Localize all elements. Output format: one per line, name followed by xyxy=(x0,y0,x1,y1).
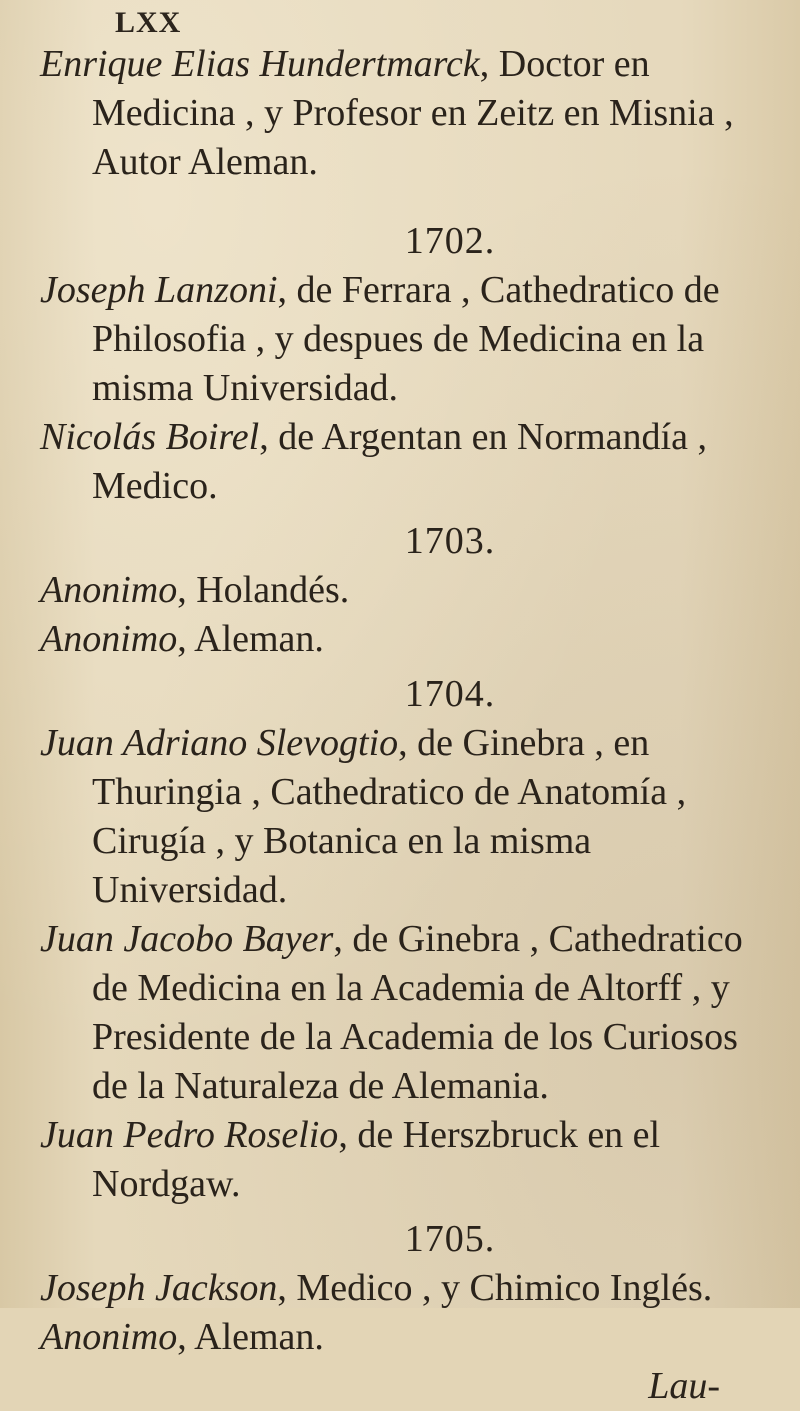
entry xyxy=(40,40,770,187)
year-heading: 1705. xyxy=(404,1218,496,1260)
entry-name: Anonimo xyxy=(40,618,178,660)
year-heading: 1703. xyxy=(404,520,496,562)
entry-text: , de Ginebra , Cathedratico de Medicina en la Academia de Altorff , y Presidente de la Academia de los Curiosos de la Naturaleza de Alemania. xyxy=(92,918,743,1107)
entry xyxy=(40,1264,770,1313)
entry xyxy=(40,915,770,1111)
page-content xyxy=(40,40,770,1411)
entry xyxy=(40,1313,770,1362)
entry xyxy=(40,413,770,511)
entry xyxy=(40,266,770,413)
entry-name: Juan Jacobo Bayer xyxy=(40,918,334,960)
entry-text: , de Ginebra , en Thuringia , Cathedratico de Anatomía , Cirugía , y Botanica en la misma Universidad. xyxy=(92,722,687,911)
entry-name: Joseph Lanzoni xyxy=(40,269,278,311)
entry-text: , de Argentan en Normandía , Medico. xyxy=(92,416,707,507)
entry xyxy=(40,1111,770,1209)
entry-text: , de Herszbruck en el Nordgaw. xyxy=(92,1114,661,1205)
entry-text: , Aleman. xyxy=(177,618,324,660)
entry xyxy=(40,566,770,615)
entry-name: Nicolás Boirel xyxy=(40,416,260,458)
entry xyxy=(40,719,770,915)
entry-name: Joseph Jackson xyxy=(40,1267,278,1309)
entry xyxy=(40,615,770,664)
entry-name: Anonimo xyxy=(40,1316,178,1358)
entry-name: Enrique Elias Hundertmarck xyxy=(40,43,480,85)
year-heading: 1704. xyxy=(404,673,496,715)
entry-text: , de Ferrara , Cathedratico de Philosofia , y despues de Medicina en la misma Universidad. xyxy=(92,269,720,409)
catchword: Lau- xyxy=(648,1365,720,1407)
entry-text: , Aleman. xyxy=(177,1316,324,1358)
entry-name: Juan Pedro Roselio xyxy=(40,1114,339,1156)
entry-name: Anonimo xyxy=(40,569,178,611)
page-number: LXX xyxy=(115,6,182,39)
entry-text: , Doctor en Medicina , y Profesor en Zeitz en Misnia , Autor Aleman. xyxy=(92,43,734,183)
entry-text: , Medico , y Chimico Inglés. xyxy=(277,1267,713,1309)
entry-text: , Holandés. xyxy=(177,569,350,611)
entry-name: Juan Adriano Slevogtio xyxy=(40,722,399,764)
year-heading: 1702. xyxy=(404,220,496,262)
